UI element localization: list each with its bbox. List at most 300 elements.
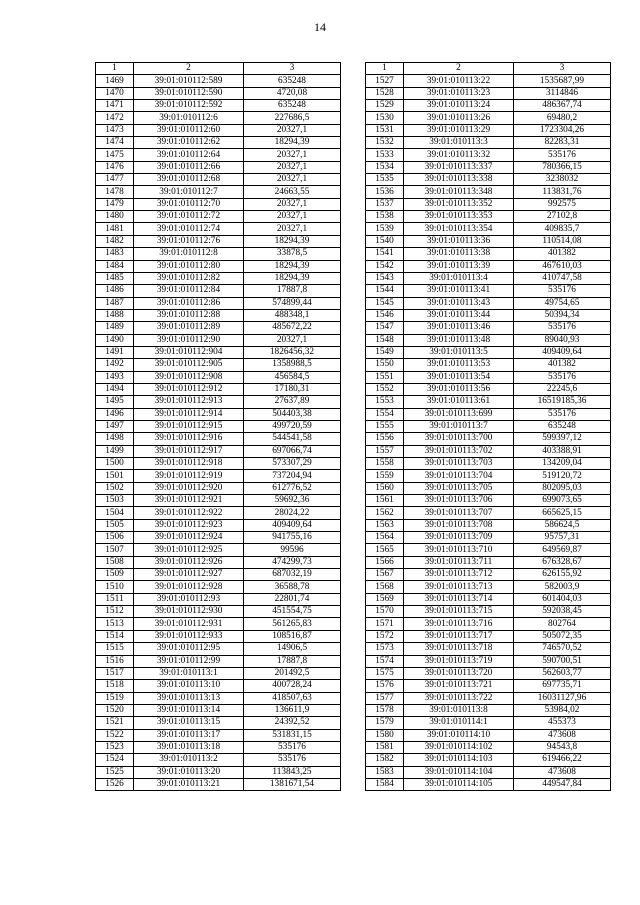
table-row (96, 285, 341, 297)
table-header-row (96, 63, 341, 75)
table-row (366, 75, 611, 87)
row-number-cell: 1510 (96, 581, 134, 593)
cadastral-number-cell: 39:01:010113:711 (404, 556, 514, 568)
row-number-cell: 1566 (366, 556, 404, 568)
value-cell: 227686,5 (244, 112, 341, 124)
row-number-cell: 1565 (366, 544, 404, 556)
value-cell: 94543,8 (514, 741, 611, 753)
value-cell: 27637,89 (244, 396, 341, 408)
cadastral-number-cell: 39:01:010113:22 (404, 75, 514, 87)
cadastral-number-cell: 39:01:010114:104 (404, 766, 514, 778)
column-header: 3 (244, 63, 341, 75)
row-number-cell: 1544 (366, 285, 404, 297)
table-row (96, 593, 341, 605)
cadastral-number-cell: 39:01:010113:32 (404, 149, 514, 161)
value-cell: 499720,59 (244, 420, 341, 432)
row-number-cell: 1524 (96, 754, 134, 766)
value-cell: 535176 (514, 149, 611, 161)
row-number-cell: 1560 (366, 482, 404, 494)
value-cell: 53984,02 (514, 704, 611, 716)
value-cell: 573307,29 (244, 458, 341, 470)
row-number-cell: 1503 (96, 495, 134, 507)
table-row (96, 396, 341, 408)
row-number-cell: 1581 (366, 741, 404, 753)
table-row (366, 260, 611, 272)
cadastral-number-cell: 39:01:010112:74 (134, 223, 244, 235)
row-number-cell: 1534 (366, 161, 404, 173)
value-cell: 544541,58 (244, 433, 341, 445)
cadastral-number-cell: 39:01:010113:7 (404, 420, 514, 432)
value-cell: 201492,5 (244, 667, 341, 679)
cadastral-number-cell: 39:01:010112:920 (134, 482, 244, 494)
value-cell: 89040,93 (514, 334, 611, 346)
row-number-cell: 1549 (366, 346, 404, 358)
table-row (96, 717, 341, 729)
row-number-cell: 1555 (366, 420, 404, 432)
value-cell: 535176 (244, 754, 341, 766)
table-row (96, 519, 341, 531)
table-row (96, 149, 341, 161)
value-cell: 699073,65 (514, 495, 611, 507)
value-cell: 418507,63 (244, 692, 341, 704)
cadastral-number-cell: 39:01:010113:719 (404, 655, 514, 667)
row-number-cell: 1516 (96, 655, 134, 667)
row-number-cell: 1545 (366, 297, 404, 309)
table-row (96, 297, 341, 309)
row-number-cell: 1562 (366, 507, 404, 519)
row-number-cell: 1506 (96, 532, 134, 544)
table-row (366, 137, 611, 149)
cadastral-number-cell: 39:01:010112:68 (134, 174, 244, 186)
value-cell: 535176 (514, 322, 611, 334)
value-cell: 20327,1 (244, 174, 341, 186)
row-number-cell: 1556 (366, 433, 404, 445)
table-row (366, 87, 611, 99)
value-cell: 456584,5 (244, 371, 341, 383)
value-cell: 1358988,5 (244, 359, 341, 371)
row-number-cell: 1512 (96, 606, 134, 618)
row-number-cell: 1488 (96, 309, 134, 321)
value-cell: 20327,1 (244, 161, 341, 173)
table-row (366, 174, 611, 186)
value-cell: 574899,44 (244, 297, 341, 309)
value-cell: 474299,73 (244, 556, 341, 568)
value-cell: 134209,04 (514, 458, 611, 470)
cadastral-number-cell: 39:01:010112:7 (134, 186, 244, 198)
value-cell: 22801,74 (244, 593, 341, 605)
row-number-cell: 1500 (96, 458, 134, 470)
value-cell: 409409,64 (244, 519, 341, 531)
cadastral-number-cell: 39:01:010113:17 (134, 729, 244, 741)
value-cell: 687032,19 (244, 569, 341, 581)
row-number-cell: 1559 (366, 470, 404, 482)
cadastral-number-cell: 39:01:010112:928 (134, 581, 244, 593)
cadastral-number-cell: 39:01:010113:706 (404, 495, 514, 507)
table-row (366, 495, 611, 507)
table-row (96, 322, 341, 334)
page-number: 14 (314, 20, 326, 34)
value-cell: 649569,87 (514, 544, 611, 556)
cadastral-number-cell: 39:01:010112:923 (134, 519, 244, 531)
row-number-cell: 1513 (96, 618, 134, 630)
row-number-cell: 1484 (96, 260, 134, 272)
row-number-cell: 1508 (96, 556, 134, 568)
cadastral-number-cell: 39:01:010113:48 (404, 334, 514, 346)
table-row (366, 445, 611, 457)
table-row (366, 285, 611, 297)
row-number-cell: 1561 (366, 495, 404, 507)
table-row (366, 149, 611, 161)
cadastral-number-cell: 39:01:010113:36 (404, 235, 514, 247)
table-row (96, 704, 341, 716)
value-cell: 403388,91 (514, 445, 611, 457)
cadastral-number-cell: 39:01:010112:84 (134, 285, 244, 297)
cadastral-number-cell: 39:01:010112:926 (134, 556, 244, 568)
cadastral-number-cell: 39:01:010113:10 (134, 680, 244, 692)
cadastral-number-cell: 39:01:010113:4 (404, 272, 514, 284)
row-number-cell: 1532 (366, 137, 404, 149)
cadastral-number-cell: 39:01:010114:103 (404, 754, 514, 766)
value-cell: 485672,22 (244, 322, 341, 334)
table-row (96, 433, 341, 445)
table-row (96, 87, 341, 99)
cadastral-number-cell: 39:01:010113:2 (134, 754, 244, 766)
row-number-cell: 1509 (96, 569, 134, 581)
data-table-right (365, 62, 611, 791)
value-cell: 586624,5 (514, 519, 611, 531)
cadastral-number-cell: 39:01:010113:20 (134, 766, 244, 778)
table-row (366, 593, 611, 605)
value-cell: 49754,65 (514, 297, 611, 309)
value-cell: 592038,45 (514, 606, 611, 618)
value-cell: 99596 (244, 544, 341, 556)
value-cell: 110514,08 (514, 235, 611, 247)
value-cell: 20327,1 (244, 223, 341, 235)
value-cell: 505072,35 (514, 630, 611, 642)
row-number-cell: 1550 (366, 359, 404, 371)
table-row (366, 741, 611, 753)
row-number-cell: 1547 (366, 322, 404, 334)
cadastral-number-cell: 39:01:010113:23 (404, 87, 514, 99)
cadastral-number-cell: 39:01:010112:931 (134, 618, 244, 630)
row-number-cell: 1481 (96, 223, 134, 235)
table-row (366, 630, 611, 642)
cadastral-number-cell: 39:01:010112:88 (134, 309, 244, 321)
row-number-cell: 1575 (366, 667, 404, 679)
table-row (366, 334, 611, 346)
cadastral-number-cell: 39:01:010112:916 (134, 433, 244, 445)
value-cell: 24392,52 (244, 717, 341, 729)
value-cell: 635248 (514, 420, 611, 432)
row-number-cell: 1519 (96, 692, 134, 704)
cadastral-number-cell: 39:01:010113:3 (404, 137, 514, 149)
table-row (96, 383, 341, 395)
table-row (96, 692, 341, 704)
table-row (366, 704, 611, 716)
table-row (366, 248, 611, 260)
value-cell: 401382 (514, 248, 611, 260)
value-cell: 50394,34 (514, 309, 611, 321)
value-cell: 1826456,32 (244, 346, 341, 358)
cadastral-number-cell: 39:01:010112:6 (134, 112, 244, 124)
row-number-cell: 1528 (366, 87, 404, 99)
value-cell: 635248 (244, 100, 341, 112)
row-number-cell: 1525 (96, 766, 134, 778)
table-row (366, 729, 611, 741)
cadastral-number-cell: 39:01:010113:44 (404, 309, 514, 321)
table-row (96, 346, 341, 358)
row-number-cell: 1583 (366, 766, 404, 778)
cadastral-number-cell: 39:01:010112:76 (134, 235, 244, 247)
value-cell: 531831,15 (244, 729, 341, 741)
value-cell: 69480,2 (514, 112, 611, 124)
row-number-cell: 1522 (96, 729, 134, 741)
row-number-cell: 1487 (96, 297, 134, 309)
row-number-cell: 1548 (366, 334, 404, 346)
cadastral-number-cell: 39:01:010113:713 (404, 581, 514, 593)
cadastral-number-cell: 39:01:010112:590 (134, 87, 244, 99)
value-cell: 36588,78 (244, 581, 341, 593)
cadastral-number-cell: 39:01:010113:353 (404, 211, 514, 223)
value-cell: 17180,31 (244, 383, 341, 395)
row-number-cell: 1567 (366, 569, 404, 581)
column-header: 1 (96, 63, 134, 75)
row-number-cell: 1493 (96, 371, 134, 383)
table-row (366, 519, 611, 531)
table-row (366, 680, 611, 692)
cadastral-number-cell: 39:01:010114:102 (404, 741, 514, 753)
row-number-cell: 1579 (366, 717, 404, 729)
value-cell: 95757,31 (514, 532, 611, 544)
cadastral-number-cell: 39:01:010114:1 (404, 717, 514, 729)
table-row (366, 198, 611, 210)
row-number-cell: 1541 (366, 248, 404, 260)
value-cell: 697735,71 (514, 680, 611, 692)
value-cell: 519120,72 (514, 470, 611, 482)
cadastral-number-cell: 39:01:010113:352 (404, 198, 514, 210)
row-number-cell: 1497 (96, 420, 134, 432)
value-cell: 451554,75 (244, 606, 341, 618)
row-number-cell: 1474 (96, 137, 134, 149)
cadastral-number-cell: 39:01:010113:26 (404, 112, 514, 124)
cadastral-number-cell: 39:01:010113:1 (134, 667, 244, 679)
cadastral-number-cell: 39:01:010113:56 (404, 383, 514, 395)
cadastral-number-cell: 39:01:010113:718 (404, 643, 514, 655)
row-number-cell: 1489 (96, 322, 134, 334)
column-header: 2 (404, 63, 514, 75)
table-row (96, 482, 341, 494)
row-number-cell: 1578 (366, 704, 404, 716)
cadastral-number-cell: 39:01:010113:707 (404, 507, 514, 519)
cadastral-number-cell: 39:01:010113:708 (404, 519, 514, 531)
table-row (366, 618, 611, 630)
cadastral-number-cell: 39:01:010112:919 (134, 470, 244, 482)
cadastral-number-cell: 39:01:010113:5 (404, 346, 514, 358)
cadastral-number-cell: 39:01:010112:905 (134, 359, 244, 371)
table-row (366, 346, 611, 358)
row-number-cell: 1469 (96, 75, 134, 87)
cadastral-number-cell: 39:01:010112:66 (134, 161, 244, 173)
table-row (366, 754, 611, 766)
cadastral-number-cell: 39:01:010112:904 (134, 346, 244, 358)
row-number-cell: 1535 (366, 174, 404, 186)
table-row (366, 396, 611, 408)
row-number-cell: 1526 (96, 778, 134, 790)
table-row (96, 655, 341, 667)
row-number-cell: 1501 (96, 470, 134, 482)
cadastral-number-cell: 39:01:010112:86 (134, 297, 244, 309)
table-row (366, 692, 611, 704)
table-row (96, 137, 341, 149)
table-row (96, 470, 341, 482)
cadastral-number-cell: 39:01:010113:710 (404, 544, 514, 556)
row-number-cell: 1495 (96, 396, 134, 408)
cadastral-number-cell: 39:01:010112:927 (134, 569, 244, 581)
row-number-cell: 1478 (96, 186, 134, 198)
table-row (366, 433, 611, 445)
row-number-cell: 1558 (366, 458, 404, 470)
row-number-cell: 1491 (96, 346, 134, 358)
table-row (96, 544, 341, 556)
row-number-cell: 1569 (366, 593, 404, 605)
row-number-cell: 1540 (366, 235, 404, 247)
table-row (96, 754, 341, 766)
table-row (96, 309, 341, 321)
cadastral-number-cell: 39:01:010112:912 (134, 383, 244, 395)
row-number-cell: 1475 (96, 149, 134, 161)
table-row (366, 643, 611, 655)
value-cell: 136611,9 (244, 704, 341, 716)
cadastral-number-cell: 39:01:010113:700 (404, 433, 514, 445)
row-number-cell: 1505 (96, 519, 134, 531)
cadastral-number-cell: 39:01:010113:709 (404, 532, 514, 544)
cadastral-number-cell: 39:01:010112:72 (134, 211, 244, 223)
value-cell: 113843,25 (244, 766, 341, 778)
row-number-cell: 1573 (366, 643, 404, 655)
row-number-cell: 1574 (366, 655, 404, 667)
cadastral-number-cell: 39:01:010113:720 (404, 667, 514, 679)
value-cell: 535176 (514, 408, 611, 420)
value-cell: 612776,52 (244, 482, 341, 494)
row-number-cell: 1517 (96, 667, 134, 679)
table-row (96, 643, 341, 655)
table-row (366, 717, 611, 729)
cadastral-number-cell: 39:01:010112:908 (134, 371, 244, 383)
row-number-cell: 1476 (96, 161, 134, 173)
cadastral-number-cell: 39:01:010112:93 (134, 593, 244, 605)
value-cell: 635248 (244, 75, 341, 87)
table-header-row (366, 63, 611, 75)
row-number-cell: 1480 (96, 211, 134, 223)
row-number-cell: 1553 (366, 396, 404, 408)
table-row (96, 186, 341, 198)
table-row (96, 766, 341, 778)
row-number-cell: 1552 (366, 383, 404, 395)
row-number-cell: 1580 (366, 729, 404, 741)
value-cell: 16519185,36 (514, 396, 611, 408)
column-header: 1 (366, 63, 404, 75)
row-number-cell: 1520 (96, 704, 134, 716)
table-row (366, 458, 611, 470)
value-cell: 20327,1 (244, 149, 341, 161)
row-number-cell: 1518 (96, 680, 134, 692)
table-row (96, 667, 341, 679)
cadastral-number-cell: 39:01:010113:61 (404, 396, 514, 408)
table-row (96, 729, 341, 741)
table-row (96, 445, 341, 457)
table-row (96, 569, 341, 581)
row-number-cell: 1492 (96, 359, 134, 371)
cadastral-number-cell: 39:01:010113:705 (404, 482, 514, 494)
table-row (96, 260, 341, 272)
cadastral-number-cell: 39:01:010113:348 (404, 186, 514, 198)
table-row (366, 235, 611, 247)
value-cell: 601404,03 (514, 593, 611, 605)
table-row (96, 630, 341, 642)
table-row (96, 174, 341, 186)
table-row (96, 235, 341, 247)
row-number-cell: 1538 (366, 211, 404, 223)
table-row (366, 112, 611, 124)
row-number-cell: 1543 (366, 272, 404, 284)
row-number-cell: 1533 (366, 149, 404, 161)
row-number-cell: 1514 (96, 630, 134, 642)
cadastral-number-cell: 39:01:010112:933 (134, 630, 244, 642)
value-cell: 535176 (244, 741, 341, 753)
row-number-cell: 1584 (366, 778, 404, 790)
table-row (366, 766, 611, 778)
row-number-cell: 1477 (96, 174, 134, 186)
row-number-cell: 1536 (366, 186, 404, 198)
table-row (96, 334, 341, 346)
value-cell: 941755,16 (244, 532, 341, 544)
value-cell: 18294,39 (244, 137, 341, 149)
table-row (366, 161, 611, 173)
data-table-left (95, 62, 341, 791)
table-row (96, 112, 341, 124)
cadastral-number-cell: 39:01:010113:338 (404, 174, 514, 186)
value-cell: 3114846 (514, 87, 611, 99)
row-number-cell: 1498 (96, 433, 134, 445)
table-row (366, 482, 611, 494)
value-cell: 17887,8 (244, 285, 341, 297)
table-row (96, 371, 341, 383)
row-number-cell: 1515 (96, 643, 134, 655)
table-row (96, 100, 341, 112)
cadastral-number-cell: 39:01:010113:714 (404, 593, 514, 605)
table-row (366, 544, 611, 556)
row-number-cell: 1563 (366, 519, 404, 531)
value-cell: 3238032 (514, 174, 611, 186)
cadastral-number-cell: 39:01:010112:99 (134, 655, 244, 667)
table-row (366, 581, 611, 593)
column-header: 2 (134, 63, 244, 75)
table-row (96, 420, 341, 432)
row-number-cell: 1531 (366, 124, 404, 136)
table-row (366, 778, 611, 790)
value-cell: 802764 (514, 618, 611, 630)
cadastral-number-cell: 39:01:010113:43 (404, 297, 514, 309)
table-row (96, 778, 341, 790)
row-number-cell: 1551 (366, 371, 404, 383)
value-cell: 473608 (514, 766, 611, 778)
value-cell: 561265,83 (244, 618, 341, 630)
table-row (366, 606, 611, 618)
row-number-cell: 1529 (366, 100, 404, 112)
table-row (96, 556, 341, 568)
row-number-cell: 1571 (366, 618, 404, 630)
row-number-cell: 1523 (96, 741, 134, 753)
